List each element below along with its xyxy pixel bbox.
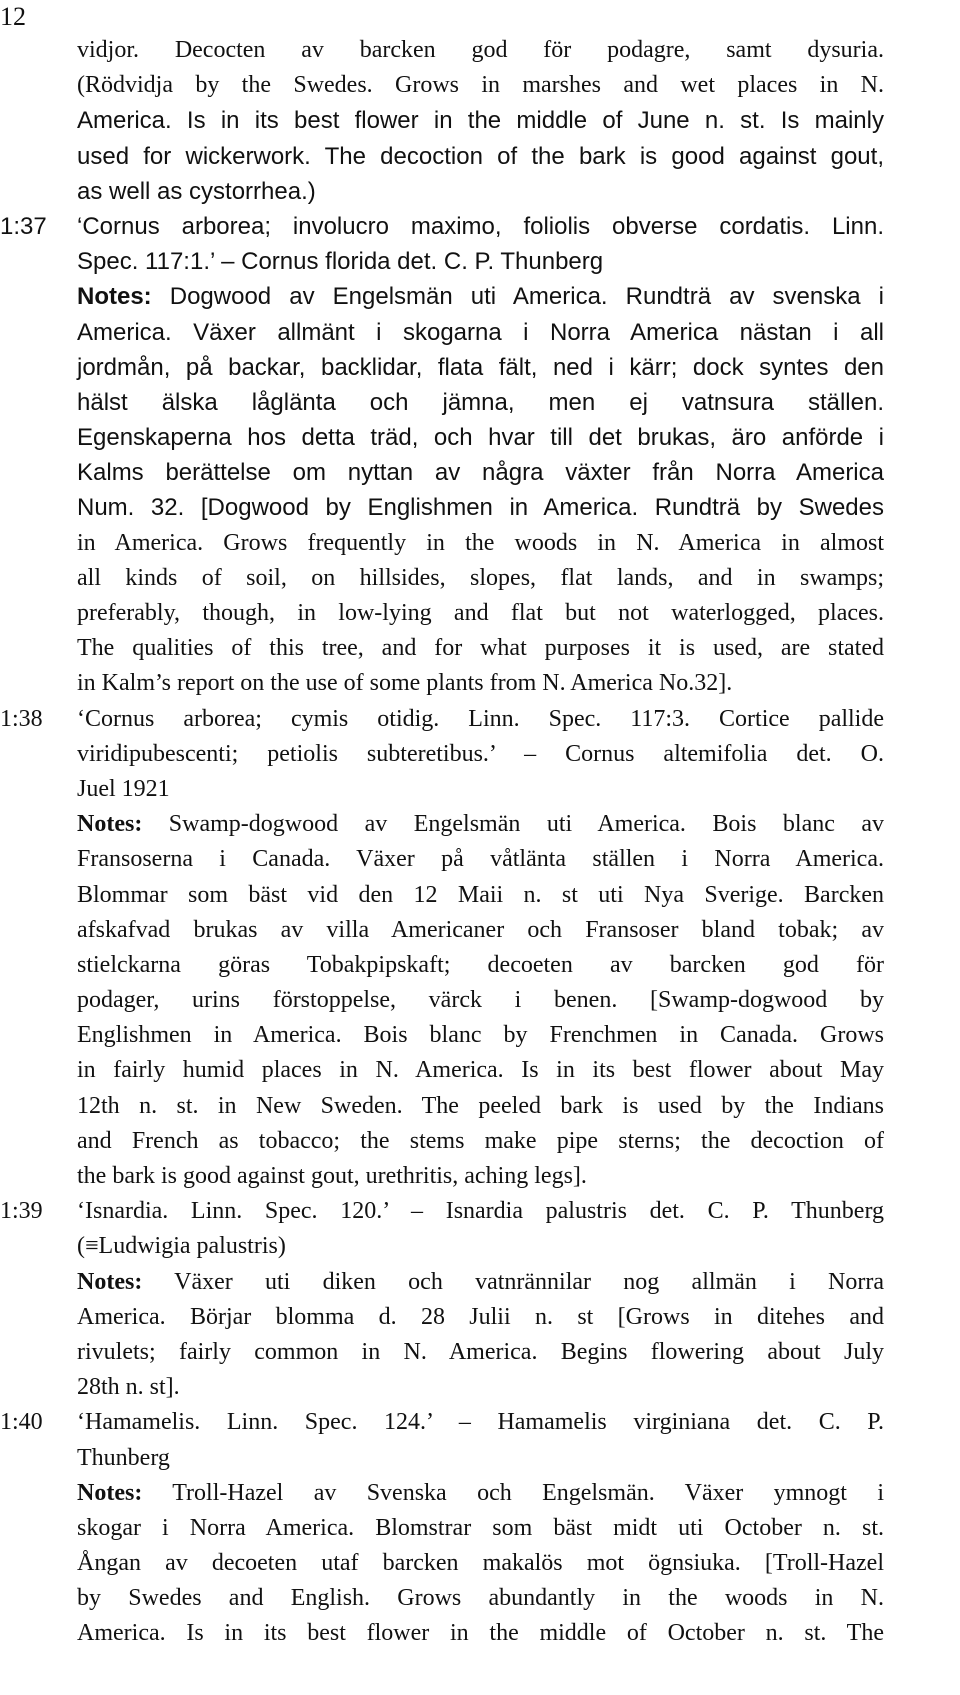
- text-line: Kalms berättelse om nyttan av några växter från Norra America: [77, 459, 884, 487]
- text-line: Notes: Dogwood av Engelsmän uti America. Rundträ av svenska i: [77, 283, 884, 311]
- text-line: rivulets; fairly common in N. America. Begins flowering about July: [77, 1338, 884, 1365]
- notes-label: Notes:: [77, 811, 143, 838]
- text-line: preferably, though, in low-lying and flat but not waterlogged, places.: [77, 600, 884, 626]
- text-line: in Kalm’s report on the use of some plants from N. America No.32].: [77, 670, 733, 697]
- text-line: as well as cystorrhea.): [77, 177, 316, 205]
- text-line: in America. Grows frequently in the woods in N. America in almost: [77, 529, 884, 556]
- entry-line: 1:40 ‘Hamamelis. Linn. Spec. 124.’ – Hamamelis virginiana det. C. P.: [0, 1405, 960, 1440]
- text-line: Englishmen in America. Bois blanc by Frenchmen in Canada. Grows: [77, 1022, 884, 1049]
- text-line: vidjor. Decocten av barcken god för podagre, samt dysuria.: [77, 37, 884, 63]
- entry-number: 1:37: [0, 212, 47, 240]
- text-line: 28th n. st].: [77, 1374, 180, 1401]
- text-line: Egenskaperna hos detta träd, och hvar till det brukas, äro anförde i: [77, 424, 884, 452]
- entry-line: 1:38 ‘Cornus arborea; cymis otidig. Linn. Spec. 117:3. Cortice pallide: [0, 702, 960, 737]
- text-line: Juel 1921: [77, 775, 170, 802]
- text-line: America. Is in its best flower in the middle of June n. st. Is mainly: [77, 107, 884, 135]
- text-line: viridipubescenti; petiolis subteretibus.’ – Cornus altemifolia det. O.: [77, 740, 884, 767]
- text-line: (≡Ludwigia palustris): [77, 1233, 286, 1260]
- entry-number: 1:40: [0, 1409, 43, 1436]
- entry-line: 1:37 ‘Cornus arborea; involucro maximo, foliolis obverse cordatis. Linn.: [0, 209, 960, 244]
- text-line: Notes: Växer uti diken och vatnrännilar nog allmän i Norra: [77, 1268, 884, 1295]
- text-line: Notes: Troll-Hazel av Svenska och Engelsmän. Växer ymnogt i: [77, 1479, 884, 1506]
- text-line: Spec. 117:1.’ – Cornus florida det. C. P. Thunberg: [77, 248, 604, 276]
- text-line: America. Börjar blomma d. 28 Julii n. st [Grows in ditehes and: [77, 1303, 884, 1330]
- text-line: Notes: Swamp-dogwood av Engelsmän uti America. Bois blanc av: [77, 811, 884, 838]
- entry-number: 1:39: [0, 1198, 43, 1225]
- text-line: Ångan av decoeten utaf barcken makalös mot ögnsiuka. [Troll-Hazel: [77, 1550, 884, 1577]
- text-line: in fairly humid places in N. America. Is in its best flower about May: [77, 1057, 884, 1084]
- text-line: Fransoserna i Canada. Växer på våtlänta ställen i Norra America.: [77, 846, 884, 873]
- text-line: stielckarna göras Tobakpipskaft; decoeten av barcken god för: [77, 951, 884, 978]
- text-line: skogar i Norra America. Blomstrar som bäst midt uti October n. st.: [77, 1514, 884, 1541]
- text-line: The qualities of this tree, and for what purposes it is used, are stated: [77, 635, 884, 662]
- text-line: afskafvad brukas av villa Americaner och Fransoser bland tobak; av: [77, 916, 884, 943]
- entry-number: 1:38: [0, 705, 43, 732]
- text-line: America. Is in its best flower in the middle of October n. st. The: [77, 1620, 884, 1647]
- entry-line: 1:39 ‘Isnardia. Linn. Spec. 120.’ – Isnardia palustris det. C. P. Thunberg: [0, 1194, 960, 1229]
- text-line: Blommar som bäst vid den 12 Maii n. st uti Nya Sverige. Barcken: [77, 881, 884, 908]
- notes-label: Notes:: [77, 1479, 143, 1506]
- text-line: 12th n. st. in New Sweden. The peeled bark is used by the Indians: [77, 1092, 884, 1119]
- text-line: and French as tobacco; the stems make pipe sterns; the decoction of: [77, 1127, 884, 1154]
- text-line: used for wickerwork. The decoction of the bark is good against gout,: [77, 142, 884, 170]
- document-body: [0, 33, 960, 1652]
- text-line: (Rödvidja by the Swedes. Grows in marshes and wet places in N.: [77, 72, 884, 99]
- text-line: by Swedes and English. Grows abundantly in the woods in N.: [77, 1585, 884, 1612]
- text-line: podager, urins förstoppelse, värck i benen. [Swamp-dogwood by: [77, 987, 884, 1014]
- text-line: Thunberg: [77, 1444, 170, 1471]
- text-line: jordmån, på backar, backlidar, flata fält, ned i kärr; dock syntes den: [77, 353, 884, 381]
- text-line: the bark is good against gout, urethritis, aching legs].: [77, 1163, 587, 1189]
- notes-label: Notes:: [77, 1268, 143, 1295]
- text-line: Num. 32. [Dogwood by Englishmen in America. Rundträ by Swedes: [77, 494, 884, 522]
- text-line: all kinds of soil, on hillsides, slopes, flat lands, and in swamps;: [77, 564, 884, 591]
- text-line: America. Växer allmänt i skogarna i Norra America nästan i all: [77, 318, 884, 346]
- notes-label: Notes:: [77, 283, 152, 311]
- page-number: 12: [0, 2, 26, 31]
- text-line: hälst älska låglänta och jämna, men ej vatnsura ställen.: [77, 388, 884, 416]
